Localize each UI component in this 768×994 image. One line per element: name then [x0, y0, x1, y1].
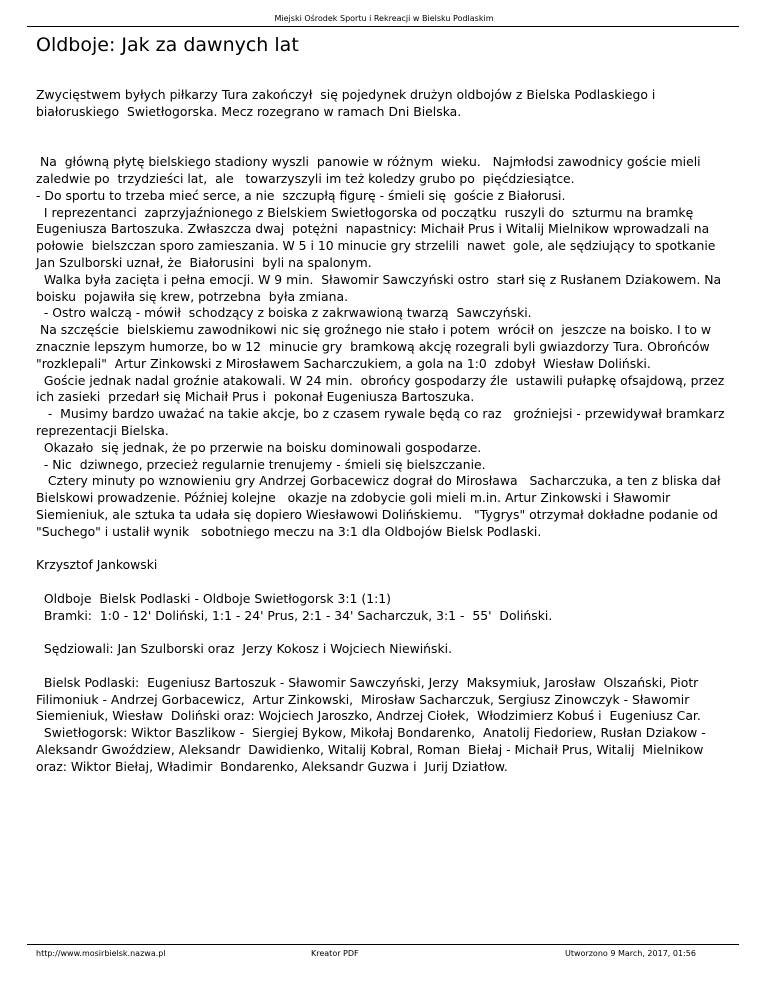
- article-paragraph: Cztery minuty po wznowieniu gry Andrzej Gorbacewicz dograł do Mirosława Sacharczuka, a ten z bliska dał Bielskowi prowadzenie. Później kolejne okazje na zdobycie goli mieli m.in. Artur Zinkowski i Sławomir Siemieniuk, ale sztuka ta udała się dopiero Wiesławowi Dolińskiemu. "Tygrys" otrzymał dokładne podanie od "Suchego" i ustalił wynik sobotniego meczu na 3:1 dla Oldbojów Bielsk Podlaski.: [36, 473, 725, 539]
- header-divider: [27, 26, 739, 27]
- article-paragraph: - Musimy bardzo uważać na takie akcje, bo z czasem rywale będą co raz groźniejsi - przewidywał bramkarz reprezentacji Bielska.: [36, 406, 729, 438]
- lineup-bielsk: Bielsk Podlaski: Eugeniusz Bartoszuk - Sławomir Sawczyński, Jerzy Maksymiuk, Jarosław Olszański, Piotr Filimoniuk - Andrzej Gorbacewicz, Artur Zinkowski, Mirosław Sacharczuk, Sergiusz Zinowczyk - Sławomir Siemieniuk, Wiesław Doliński oraz: Wojciech Jaroszko, Andrzej Ciołek, Włodzimierz Kobuś i Eugeniusz Car.: [36, 674, 703, 724]
- article-paragraph: - Nic dziwnego, przecież regularnie trenujemy - śmieli się bielszczanie.: [36, 456, 486, 472]
- footer-generator: Kreator PDF: [311, 949, 359, 958]
- article-paragraph: Walka była zacięta i pełna emocji. W 9 min. Sławomir Sawczyński ostro starł się z Rusłanem Dziakowem. Na boisku pojawiła się krew, potrzebna była zmiana.: [36, 271, 726, 304]
- page-header: Miejski Ośrodek Sportu i Rekreacji w Bielsku Podlaskim: [274, 14, 494, 23]
- article-author: Krzysztof Jankowski: [36, 557, 158, 573]
- article-paragraph: Na szczęście bielskiemu zawodnikowi nic się groźnego nie stało i potem wrócił on jeszcze na boisko. I to w znacznie lepszym humorze, bo w 12 minucie gry bramkową akcję rozegrali byli gwiazdorzy Tura. Obrońców "rozklepali" Artur Zinkowski z Mirosławem Sacharczukiem, a gola na 1:0 zdobył Wiesław Doliński.: [36, 322, 718, 371]
- footer-divider: [27, 944, 739, 945]
- match-result: Oldboje Bielsk Podlaski - Oldboje Swietłogorsk 3:1 (1:1): [36, 590, 391, 606]
- footer-created: Utworzono 9 March, 2017, 01:56: [565, 949, 696, 958]
- article-paragraph: - Ostro walczą - mówił schodzący z boiska z zakrwawioną twarzą Sawczyński.: [36, 305, 532, 321]
- article-paragraph: Goście jednak nadal groźnie atakowali. W 24 min. obrońcy gospodarzy źle ustawili pułapkę ofsajdową, przez ich zasieki przedarł się Michaił Prus i pokonał Eugeniusza Bartoszuka.: [36, 372, 729, 405]
- footer-url: http://www.mosirbielsk.nazwa.pl: [36, 949, 166, 958]
- article-body: [36, 87, 736, 776]
- lineup-swietlogorsk: Swietłogorsk: Wiktor Baszlikow - Siergiej Bykow, Mikołaj Bondarenko, Anatolij Fiedoriew, Rusłan Dziakow - Aleksandr Gwoździew, Aleksandr Dawidienko, Witalij Kobral, Roman Biełaj - Michaił Prus, Witalij Mielnikow oraz: Wiktor Biełaj, Władimir Bondarenko, Aleksandr Guzwa i Jurij Dziatłow.: [36, 725, 714, 774]
- article-paragraph: I reprezentanci zaprzyjaźnionego z Bielskiem Swietłogorska od początku ruszyli do szturmu na bramkę Eugeniusza Bartoszuka. Zwłaszcza dwaj potężni napastnicy: Michaił Prus i Witalij Mielnikow wprowadzali na połowie bielszczan sporo zamieszania. W 5 i 10 minucie gry strzelili nawet gole, ale sędziujący to spotkanie Jan Szulborski uznał, że Białorusini byli na spalonym.: [36, 204, 720, 270]
- match-goals: Bramki: 1:0 - 12' Doliński, 1:1 - 24' Prus, 2:1 - 34' Sacharczuk, 3:1 - 55' Doliński.: [36, 607, 553, 623]
- article-paragraph: Na główną płytę bielskiego stadiony wyszli panowie w różnym wieku. Najmłodsi zawodnicy goście mieli zaledwie po trzydzieści lat, ale towarzyszyli im też koledzy grubo po pięćdziesiątce.: [36, 154, 705, 186]
- article-paragraph: - Do sportu to trzeba mieć serce, a nie szczupłą figurę - śmieli się goście z Białorusi.: [36, 187, 566, 203]
- article-lead: Zwycięstwem byłych piłkarzy Tura zakończył się pojedynek drużyn oldbojów z Bielska Podlaskiego i białoruskiego Swietłogorska. Mecz rozegrano w ramach Dni Bielska.: [36, 87, 660, 119]
- article-paragraph: Okazało się jednak, że po przerwie na boisku dominowali gospodarze.: [36, 439, 482, 455]
- match-referees: Sędziowali: Jan Szulborski oraz Jerzy Kokosz i Wojciech Niewiński.: [36, 641, 453, 657]
- page-title: Oldboje: Jak za dawnych lat: [36, 34, 299, 56]
